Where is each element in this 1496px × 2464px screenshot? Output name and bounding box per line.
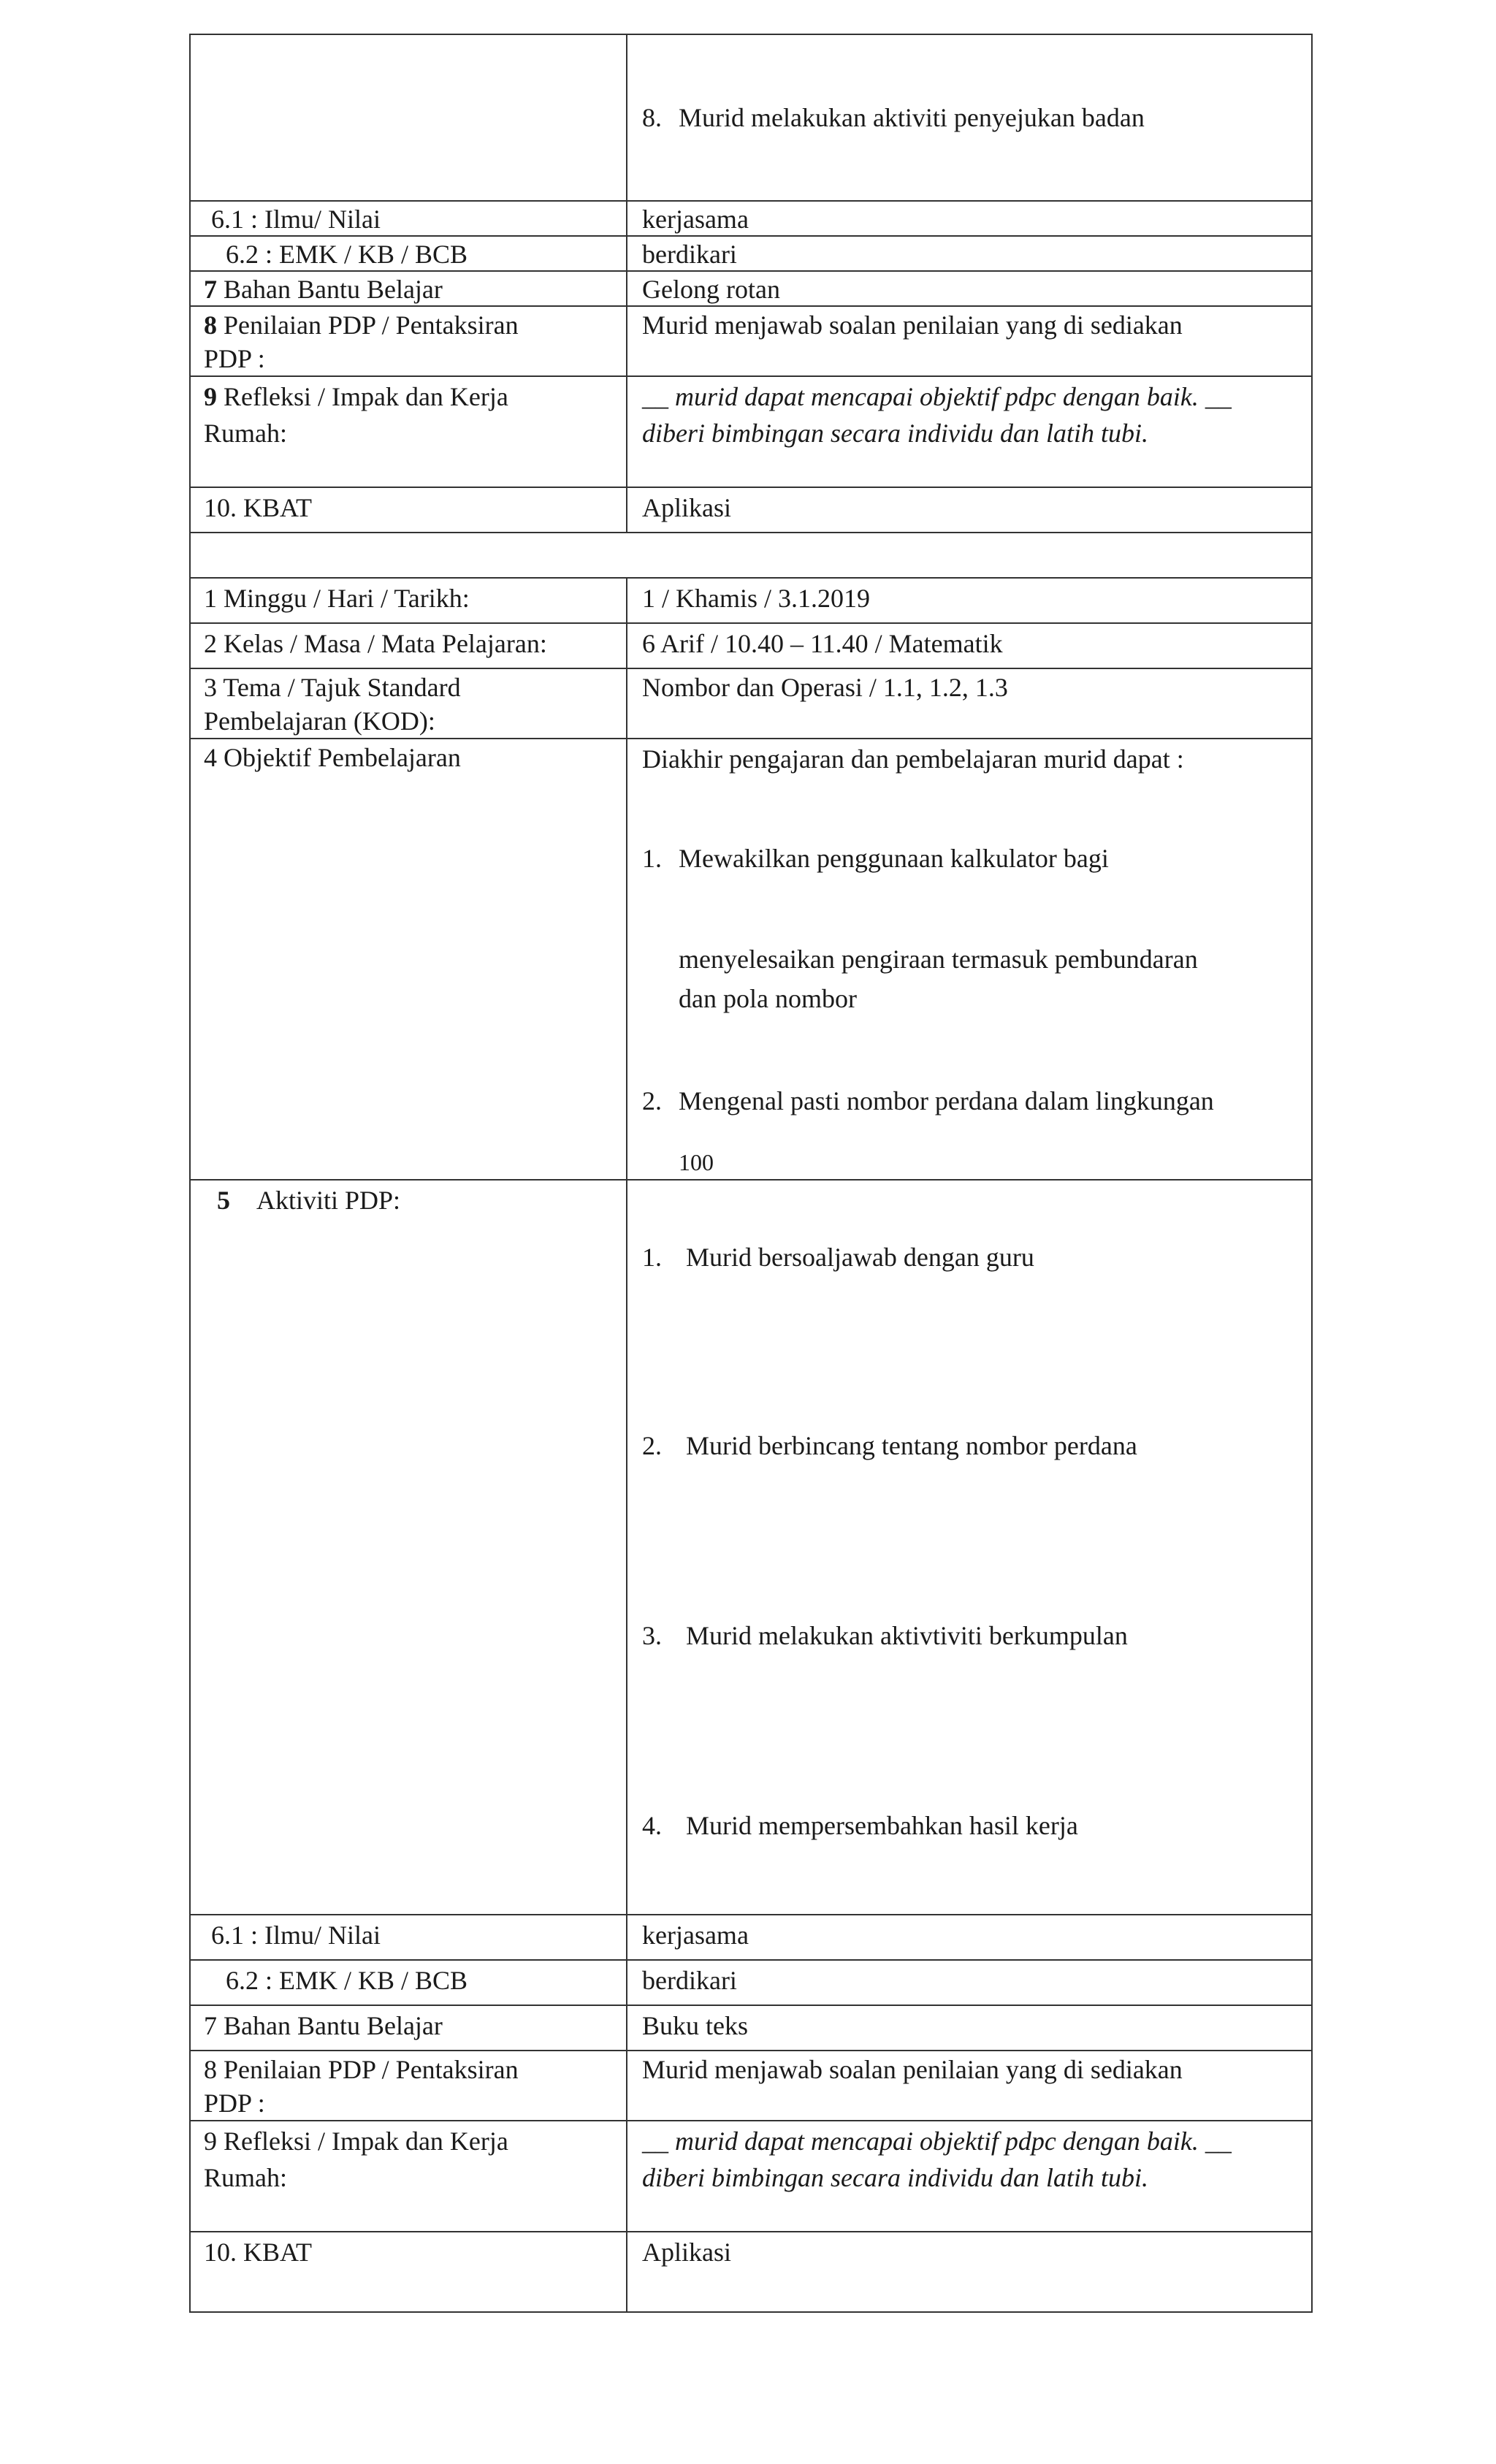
value-kelas: 6 Arif / 10.40 – 11.40 / Matematik [642, 629, 1003, 658]
label-aktiviti [191, 1180, 627, 1914]
row-bahan [191, 270, 1311, 305]
label-text: Penilaian PDP / Pentaksiran [224, 310, 519, 340]
spacer-cell [191, 533, 1311, 577]
activity-text: Murid melakukan aktivtiviti berkumpulan [686, 1621, 1128, 1650]
objektif-intro: Diakhir pengajaran dan pembelajaran murid dapat : [642, 744, 1184, 774]
value-objektif [627, 739, 1311, 1179]
row-minggu [191, 577, 1311, 622]
refleksi-line-1: __ murid dapat mencapai objektif pdpc dengan baik. __ [642, 382, 1232, 411]
cell-empty [191, 35, 627, 200]
label-text: 9 Refleksi / Impak dan Kerja [204, 2127, 508, 2156]
row-kbat-2 [191, 2231, 1311, 2313]
row-refleksi [191, 375, 1311, 487]
row-emk-2 [191, 1959, 1311, 2005]
objektif-2-line-1: Mengenal pasti nombor perdana dalam lingkungan [679, 1086, 1214, 1115]
label-bahan: 7 Bahan Bantu Belajar [191, 2006, 627, 2050]
label-text-2: PDP : [204, 2089, 265, 2118]
label-refleksi [191, 2121, 627, 2231]
value-kbat: Aplikasi [642, 2238, 731, 2267]
objektif-2-line-2: 100 [679, 1149, 714, 1175]
label-objektif: 4 Objektif Pembelajaran [191, 739, 627, 1179]
label-number: 5 [217, 1186, 230, 1215]
label-ilmu-nilai: 6.1 : Ilmu/ Nilai [191, 202, 627, 235]
value-minggu: 1 / Khamis / 3.1.2019 [642, 584, 870, 613]
value-penilaian: Murid menjawab soalan penilaian yang di sediakan [642, 310, 1183, 340]
refleksi-line-2: diberi bimbingan secara individu dan latih tubi. [642, 2163, 1148, 2192]
row-spacer [191, 532, 1311, 577]
refleksi-line-1: __ murid dapat mencapai objektif pdpc dengan baik. __ [642, 2127, 1232, 2156]
activity-number: 4. [642, 1811, 662, 1840]
label-ilmu-nilai: 6.1 : Ilmu/ Nilai [191, 1915, 627, 1959]
objektif-2-number: 2. [642, 1086, 662, 1115]
activity-number: 2. [642, 1431, 662, 1460]
label-text: 8 Penilaian PDP / Pentaksiran [204, 2055, 519, 2084]
row-kelas [191, 622, 1311, 668]
label-kbat: 10. KBAT [191, 488, 627, 532]
label-text: Refleksi / Impak dan Kerja [224, 382, 508, 411]
activity-text: Murid mempersembahkan hasil kerja [686, 1811, 1078, 1840]
row-refleksi-2 [191, 2120, 1311, 2231]
label-kbat: 10. KBAT [191, 2232, 627, 2313]
refleksi-line-2: diberi bimbingan secara individu dan latih tubi. [642, 419, 1148, 448]
label-bahan [191, 272, 627, 305]
value-ilmu-nilai: kerjasama [642, 205, 749, 234]
row-tema [191, 668, 1311, 738]
label-refleksi [191, 377, 627, 487]
lesson-plan-table [189, 34, 1313, 2313]
label-text: Aktiviti PDP: [256, 1186, 401, 1215]
row-kbat [191, 487, 1311, 532]
value-emk: berdikari [642, 1966, 737, 1995]
label-number: 8 [204, 310, 217, 340]
label-text: Bahan Bantu Belajar [224, 275, 443, 304]
row-ilmu-nilai-2 [191, 1914, 1311, 1959]
row-penilaian [191, 305, 1311, 375]
activity-number: 3. [642, 1621, 662, 1650]
row-emk [191, 235, 1311, 270]
activity-text: Murid melakukan aktiviti penyejukan badan [679, 103, 1145, 132]
activity-number: 1. [642, 1243, 662, 1272]
row-aktiviti [191, 1179, 1311, 1914]
value-bahan: Gelong rotan [642, 275, 780, 304]
cell-activity-8 [627, 35, 1311, 200]
label-text-2: Rumah: [204, 419, 287, 448]
label-penilaian [191, 2051, 627, 2120]
value-refleksi [627, 2121, 1311, 2231]
value-kbat: Aplikasi [642, 493, 731, 522]
value-penilaian: Murid menjawab soalan penilaian yang di sediakan [642, 2055, 1183, 2084]
activity-number: 8. [642, 103, 662, 132]
label-tema [191, 669, 627, 738]
label-penilaian [191, 307, 627, 375]
label-text-2: Rumah: [204, 2163, 287, 2192]
row-ilmu-nilai [191, 200, 1311, 235]
value-tema: Nombor dan Operasi / 1.1, 1.2, 1.3 [642, 673, 1008, 702]
value-refleksi [627, 377, 1311, 487]
label-number: 9 [204, 382, 217, 411]
value-emk: berdikari [642, 240, 737, 269]
label-text-2: Pembelajaran (KOD): [204, 706, 435, 736]
label-emk: 6.2 : EMK / KB / BCB [191, 237, 627, 270]
label-text: 3 Tema / Tajuk Standard [204, 673, 461, 702]
objektif-1-number: 1. [642, 844, 662, 873]
label-kelas: 2 Kelas / Masa / Mata Pelajaran: [191, 624, 627, 668]
label-emk: 6.2 : EMK / KB / BCB [191, 1961, 627, 2005]
value-aktiviti [627, 1180, 1311, 1914]
label-text-2: PDP : [204, 344, 265, 373]
row-bahan-2 [191, 2005, 1311, 2050]
objektif-1-line-3: dan pola nombor [679, 984, 857, 1013]
label-minggu: 1 Minggu / Hari / Tarikh: [191, 579, 627, 622]
row-penilaian-2 [191, 2050, 1311, 2120]
label-number: 7 [204, 275, 217, 304]
objektif-1-line-1: Mewakilkan penggunaan kalkulator bagi [679, 844, 1109, 873]
value-ilmu-nilai: kerjasama [642, 1921, 749, 1950]
activity-text: Murid bersoaljawab dengan guru [686, 1243, 1034, 1272]
row-activity-8 [191, 35, 1311, 200]
objektif-1-line-2: menyelesaikan pengiraan termasuk pembundaran [679, 945, 1198, 974]
activity-text: Murid berbincang tentang nombor perdana [686, 1431, 1137, 1460]
row-objektif [191, 738, 1311, 1179]
value-bahan: Buku teks [642, 2011, 749, 2040]
